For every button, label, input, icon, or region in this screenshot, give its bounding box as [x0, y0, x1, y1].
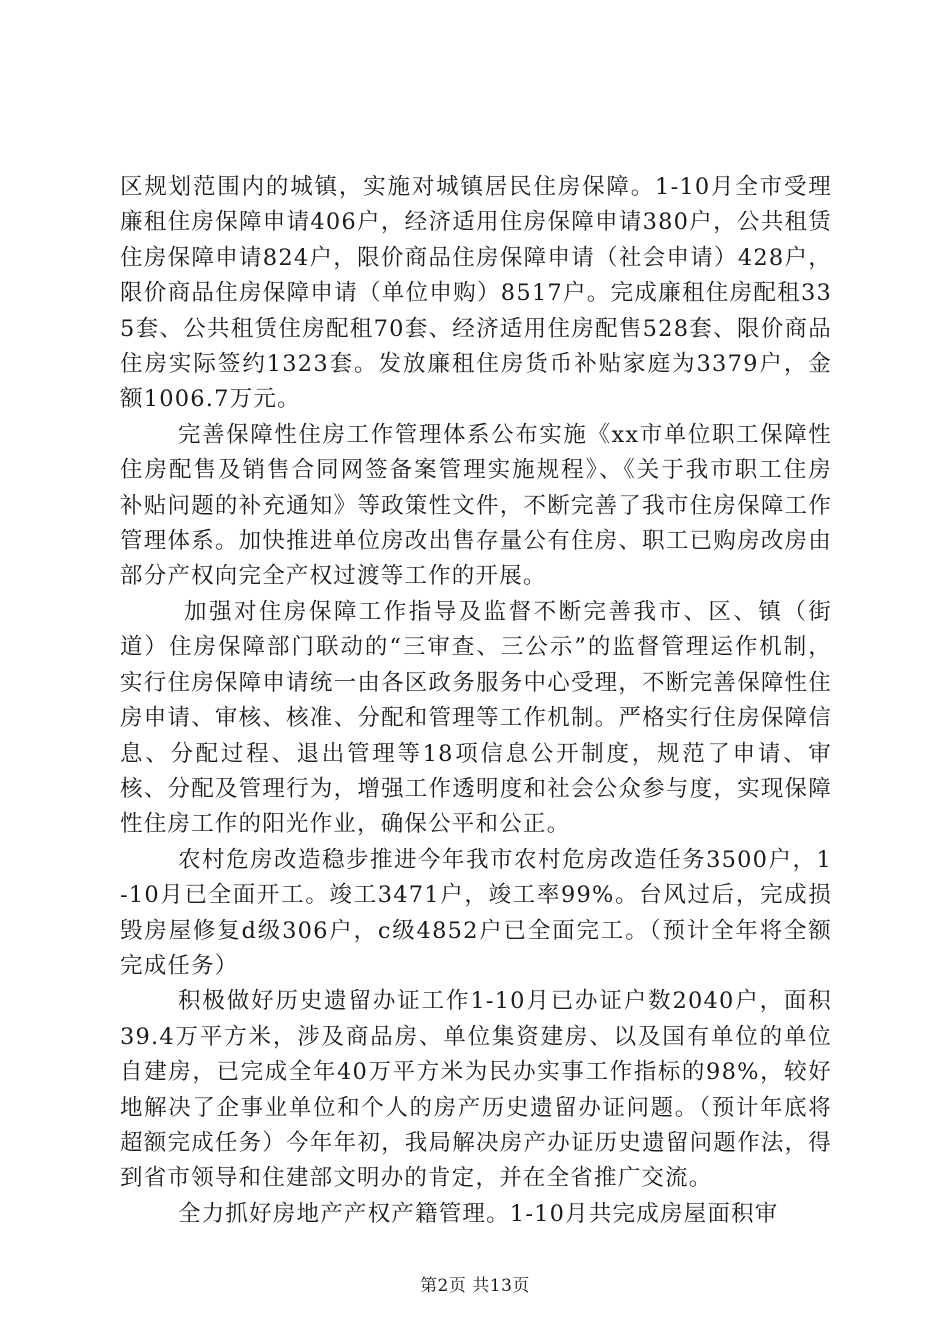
document-body — [120, 170, 832, 1232]
paragraph-historical-certificates: 积极做好历史遗留办证工作1-10月已办证户数2040户，面积39.4万平方米，涉及商品房、单位集资建房、以及国有单位的单位自建房，已完成全年40万平方米为民办实事工作指标的98%，较好地解决了企事业单位和个人的房产历史遗留办证问题。（预计年底将超额完成任务）今年年初，我局解决房产办证历史遗留问题作法，得到省市领导和住建部文明办的肯定，并在全省推广交流。 — [120, 988, 832, 1192]
paragraph-management-system: 完善保障性住房工作管理体系公布实施《xx市单位职工保障性住房配售及销售合同网签备案管理实施规程》、《关于我市职工住房补贴问题的补充通知》等政策性文件，不断完善了我市住房保障工作管理体系。加快推进单位房改出售存量公有住房、职工已购房改房由部分产权向完全产权过渡等工作的开展。 — [120, 421, 832, 590]
paragraph-property-rights: 全力抓好房地产产权产籍管理。1-10月共完成房屋面积审 — [178, 1200, 779, 1227]
page-number-footer: 第2页 共13页 — [420, 1276, 530, 1296]
paragraph-supervision: 加强对住房保障工作指导及监督不断完善我市、区、镇（街道）住房保障部门联动的“三审查、三公示”的监督管理运作机制，实行住房保障申请统一由各区政务服务中心受理，不断完善保障性住房申请、审核、核准、分配和管理等工作机制。严格实行住房保障信息、分配过程、退出管理等18项信息公开制度，规范了申请、审核、分配及管理行为，增强工作透明度和社会公众参与度，实现保障性住房工作的阳光作业，确保公平和公正。 — [120, 598, 832, 838]
paragraph-rural-renovation: 农村危房改造稳步推进今年我市农村危房改造任务3500户，1-10月已全面开工。竣工3471户，竣工率99%。台风过后，完成损毁房屋修复d级306户，c级4852户已全面完工。（预计全年将全额完成任务） — [120, 846, 832, 979]
paragraph-housing-applications: 区规划范围内的城镇，实施对城镇居民住房保障。1-10月全市受理廉租住房保障申请406户，经济适用住房保障申请380户，公共租赁住房保障申请824户，限价商品住房保障申请（社会申请）428户，限价商品住房保障申请（单位申购）8517户。完成廉租住房配租335套、公共租赁住房配租70套、经济适用住房配售528套、限价商品住房实际签约1323套。发放廉租住房货币补贴家庭为3379户，金额1006.7万元。 — [120, 174, 832, 413]
